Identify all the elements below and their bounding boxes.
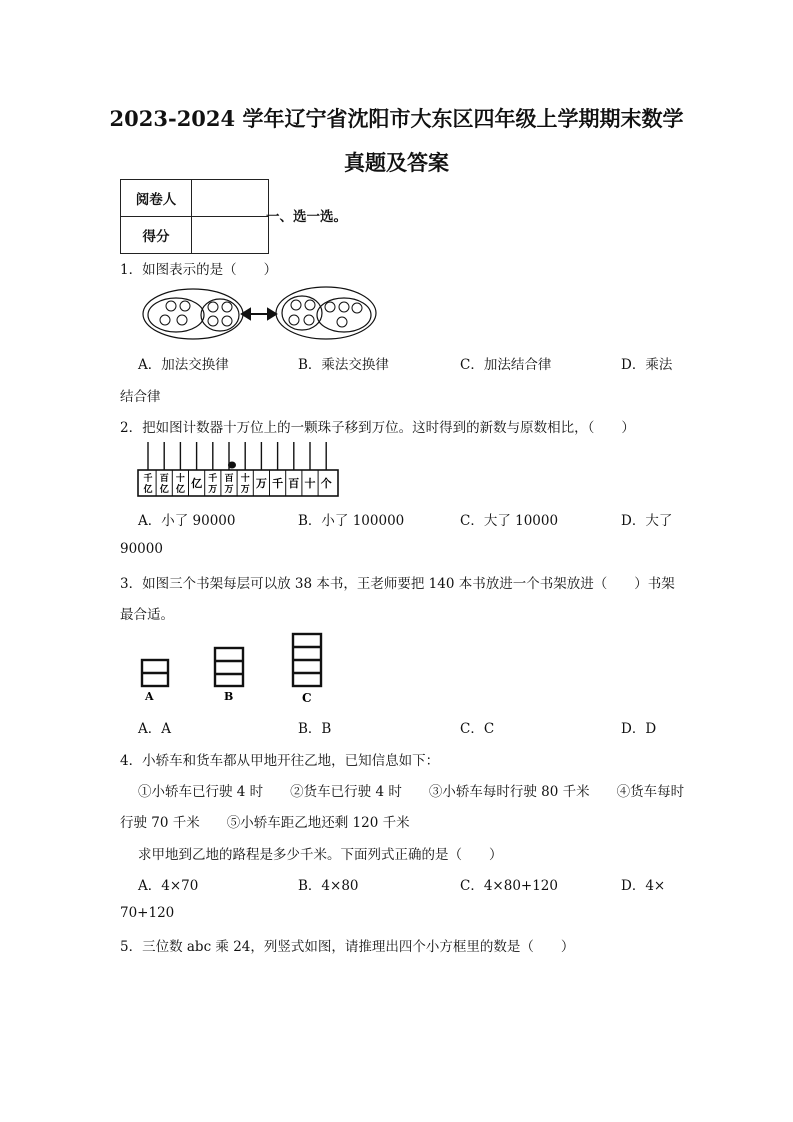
q1-stem: 1．如图表示的是（ ） — [120, 262, 278, 278]
q4-option-d-wrap: 70+120 — [120, 905, 175, 921]
shelf-c — [293, 634, 321, 686]
shelf-label-c: C — [302, 691, 312, 705]
q3-option-a[interactable]: A．A — [138, 721, 171, 737]
abacus-label: 百 — [159, 474, 169, 484]
abacus-label: 百 — [288, 477, 300, 490]
reviewer-cell — [192, 180, 269, 217]
q4-stem: 4．小轿车和货车都从甲地开往乙地，已知信息如下： — [120, 753, 440, 769]
abacus-label: 十 — [304, 477, 316, 490]
shelf-a — [142, 660, 168, 686]
q2-option-a[interactable]: A．小了 90000 — [138, 513, 236, 529]
q2-option-c[interactable]: C．大了 10000 — [460, 513, 559, 529]
q1-option-b[interactable]: B．乘法交换律 — [298, 357, 389, 373]
abacus-label: 万 — [224, 485, 234, 495]
page-title-line2: 真题及答案 — [344, 150, 449, 175]
q1-option-c[interactable]: C．加法结合律 — [460, 357, 552, 373]
shelf-b — [215, 648, 243, 686]
abacus-label: 千 — [208, 474, 218, 484]
abacus-label: 百 — [224, 474, 234, 484]
abacus-label: 十 — [175, 474, 185, 484]
page-title-line1: 2023-2024 学年辽宁省沈阳市大东区四年级上学期期末数学 — [109, 106, 684, 131]
q1-right-group — [276, 287, 376, 339]
abacus-rods — [148, 442, 326, 496]
score-label: 得分 — [121, 217, 192, 254]
q3-option-d[interactable]: D．D — [621, 721, 657, 737]
abacus-label: 千 — [272, 477, 284, 490]
reviewer-label: 阅卷人 — [121, 180, 192, 217]
q1-option-d[interactable]: D．乘法 — [621, 357, 673, 373]
q4-option-b[interactable]: B．4×80 — [298, 878, 359, 894]
q4-info-line1: ①小轿车已行驶 4 时 ②货车已行驶 4 时 ③小轿车每时行驶 80 千米 ④货车每时 — [138, 784, 685, 800]
score-cell — [192, 217, 269, 254]
q4-option-a[interactable]: A．4×70 — [138, 878, 199, 894]
abacus-label: 十 — [240, 474, 250, 484]
q1-left-faces — [160, 301, 232, 326]
q1-right-faces — [289, 300, 362, 327]
q1-left-group — [143, 289, 243, 339]
q3-shelves-figure — [130, 630, 340, 706]
score-table — [120, 179, 269, 254]
abacus-label: 个 — [320, 477, 332, 490]
q2-option-d-wrap: 90000 — [120, 541, 163, 557]
q4-question: 求甲地到乙地的路程是多少千米。下面列式正确的是（ ） — [138, 847, 503, 863]
abacus-label: 万 — [208, 485, 218, 495]
q2-abacus-figure — [136, 440, 346, 500]
abacus-label: 万 — [255, 477, 267, 490]
q2-stem: 2．把如图计数器十万位上的一颗珠子移到万位。这时得到的新数与原数相比，（ ） — [120, 420, 635, 436]
q4-option-d[interactable]: D．4× — [621, 878, 666, 894]
abacus-label: 亿 — [159, 485, 169, 495]
q2-option-d[interactable]: D．大了 — [621, 513, 673, 529]
q3-stem: 3．如图三个书架每层可以放 38 本书，王老师要把 140 本书放进一个书架放进（ ）书架 — [120, 576, 675, 592]
q1-option-d-wrap: 结合律 — [120, 389, 161, 405]
q2-option-b[interactable]: B．小了 100000 — [298, 513, 405, 529]
q1-option-a[interactable]: A．加法交换律 — [138, 357, 229, 373]
abacus-bead — [228, 462, 236, 469]
q5-stem: 5．三位数 abc 乘 24，列竖式如图，请推理出四个小方框里的数是（ ） — [120, 939, 575, 955]
q4-option-c[interactable]: C．4×80+120 — [460, 878, 558, 894]
q3-option-c[interactable]: C．C — [460, 721, 495, 737]
abacus-label: 亿 — [143, 485, 153, 495]
q1-figure — [136, 284, 386, 340]
shelf-label-b: B — [224, 690, 234, 703]
abacus-label: 万 — [240, 485, 250, 495]
abacus-label: 千 — [143, 474, 153, 484]
double-arrow-icon — [242, 309, 276, 319]
q3-option-b[interactable]: B．B — [298, 721, 332, 737]
q3-stem-line2: 最合适。 — [120, 607, 174, 623]
shelf-label-a: A — [145, 690, 154, 703]
abacus-label: 亿 — [175, 485, 185, 495]
abacus-label: 亿 — [191, 477, 203, 490]
q4-info-line2: 行驶 70 千米 ⑤小轿车距乙地还剩 120 千米 — [120, 815, 410, 831]
section-heading: 一、选一选。 — [266, 209, 347, 225]
